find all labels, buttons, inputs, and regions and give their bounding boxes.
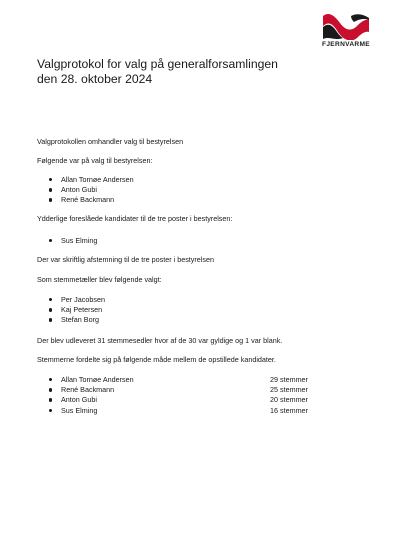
elected-list (49, 175, 134, 206)
results-list (49, 375, 349, 416)
written-vote-text: Der var skriftlig afstemning til de tre poster i bestyrelsen (37, 255, 214, 264)
candidate-name: Sus Elming (61, 405, 98, 415)
elected-heading: Følgende var på valg til bestyrelsen: (37, 156, 153, 165)
additional-list (49, 236, 97, 246)
vote-count: 29 stemmer (270, 375, 308, 384)
ballots-text: Der blev udleveret 31 stemmesedler hvor af de 30 var gyldige og 1 var blank. (37, 336, 283, 345)
table-row (49, 385, 349, 395)
candidate-name: René Backmann (61, 385, 115, 395)
list-item: Per Jacobsen (49, 295, 105, 305)
list-item: Stefan Borg (49, 315, 105, 325)
list-item: René Backmann (49, 195, 134, 205)
vote-count: 25 stemmer (270, 385, 308, 395)
list-item: Kaj Petersen (49, 305, 105, 315)
list-item: Sus Elming (49, 236, 97, 246)
title-line-2: den 28. oktober 2024 (37, 72, 153, 86)
company-logo (318, 12, 374, 48)
candidate-name: Anton Gubi (61, 395, 97, 405)
intro-text: Valgprotokollen omhandler valg til bestyrelsen (37, 137, 184, 146)
distribution-heading: Stemmerne fordelte sig på følgende måde mellem de opstillede kandidater. (37, 355, 276, 364)
counters-heading: Som stemmetæller blev følgende valgt: (37, 275, 162, 284)
list-item: Anton Gubi (49, 185, 134, 195)
candidate-name: Allan Tornøe Andersen (61, 375, 134, 384)
table-row (49, 395, 349, 405)
additional-heading: Ydderlige foreslåede kandidater til de tre poster i bestyrelsen: (37, 214, 233, 223)
logo-text: FJERNVARME (322, 41, 370, 48)
title-line-1: Valgprotokol for valg på generalforsamlingen (37, 57, 278, 71)
table-row (49, 406, 349, 416)
logo-mark-icon (321, 12, 371, 40)
counters-list (49, 295, 105, 326)
table-row (49, 375, 349, 385)
vote-count: 20 stemmer (270, 395, 308, 405)
vote-count: 16 stemmer (270, 405, 308, 415)
page-title (37, 57, 337, 87)
list-item: Allan Tornøe Andersen (49, 175, 134, 185)
